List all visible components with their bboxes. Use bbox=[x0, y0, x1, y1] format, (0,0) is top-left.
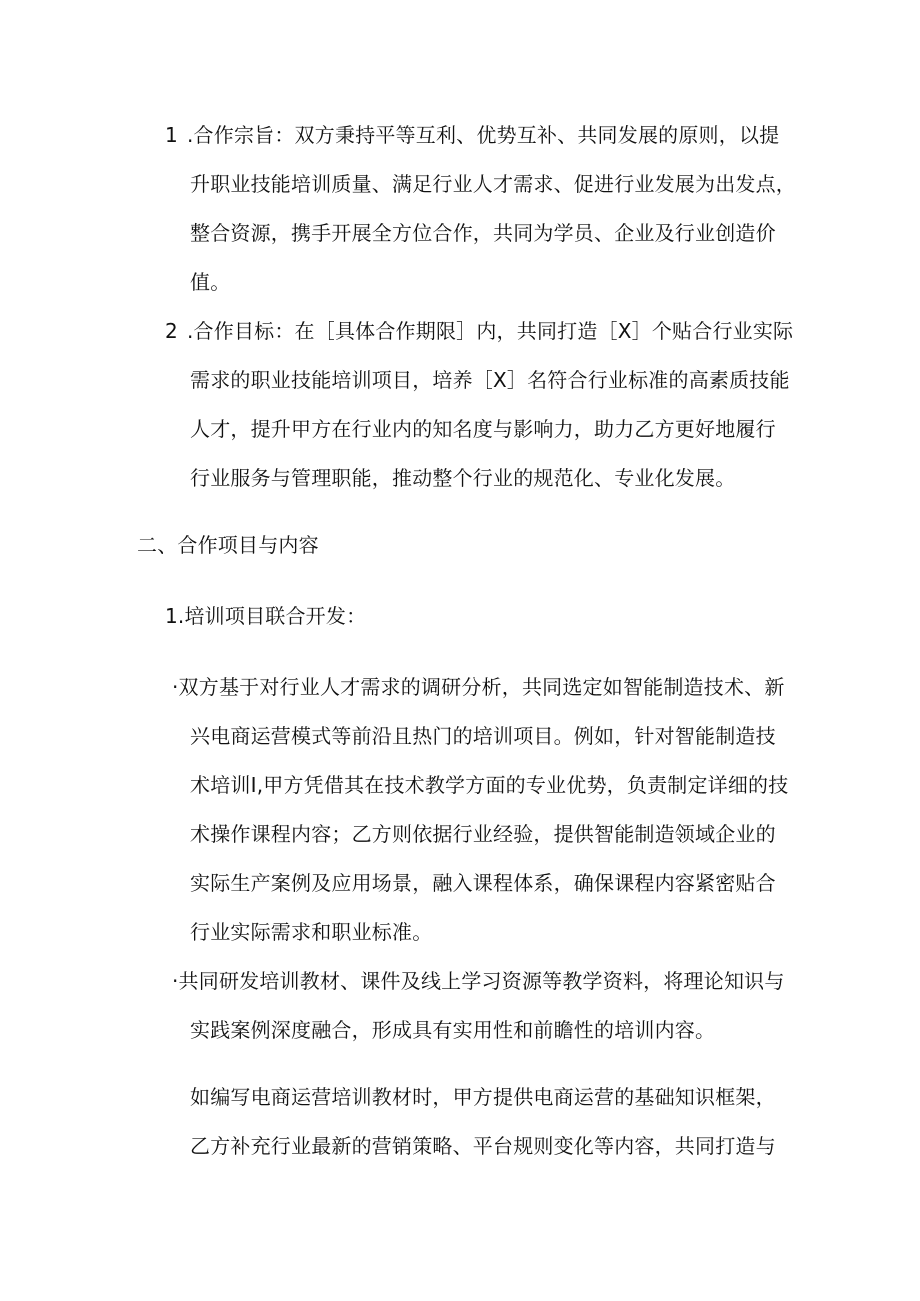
item-2-line-4: 行业服务与管理职能，推动整个行业的规范化、专业化发展。 bbox=[190, 466, 736, 490]
item-1-line-4: 值。 bbox=[190, 270, 231, 294]
bullet-1-line-5: 实际生产案例及应用场景，融入课程体系，确保课程内容紧密贴合 bbox=[190, 871, 776, 895]
bullet-1-line-4: 术操作课程内容；乙方则依据行业经验，提供智能制造领域企业的 bbox=[190, 822, 776, 846]
item-1-line-3: 整合资源，携手开展全方位合作，共同为学员、企业及行业创造价 bbox=[190, 221, 776, 245]
bullet-1-line-2: 兴电商运营模式等前沿且热门的培训项目。例如，针对智能制造技 bbox=[190, 724, 776, 748]
item-2-number: 2 bbox=[165, 319, 178, 343]
bullet-1-line-1: ·双方基于对行业人才需求的调研分析，共同选定如智能制造技术、新 bbox=[172, 675, 785, 699]
item-2-line-2: 需求的职业技能培训项目，培养［X］名符合行业标准的高素质技能 bbox=[190, 368, 790, 392]
subheading: 1.培训项目联合开发： bbox=[165, 604, 367, 628]
item-2-line-1: 2 .合作目标：在［具体合作期限］内，共同打造［X］个贴合行业实际 bbox=[165, 319, 794, 343]
item-1-line-1: 1 .合作宗旨：双方秉持平等互利、优势互补、共同发展的原则，以提 bbox=[165, 123, 780, 147]
bullet-2-line-1: ·共同研发培训教材、课件及线上学习资源等教学资料，将理论知识与 bbox=[172, 969, 785, 993]
item-2-line-3: 人才，提升甲方在行业内的知名度与影响力，助力乙方更好地履行 bbox=[190, 417, 776, 441]
bullet-1-line-3: 术培训I,甲方凭借其在技术教学方面的专业优势，负责制定详细的技 bbox=[190, 773, 789, 797]
paragraph-line-2: 乙方补充行业最新的营销策略、平台规则变化等内容，共同打造与 bbox=[190, 1134, 776, 1158]
bullet-1-line-6: 行业实际需求和职业标准。 bbox=[190, 920, 433, 944]
section-heading: 二、合作项目与内容 bbox=[137, 533, 319, 557]
bullet-2-line-2: 实践案例深度融合，形成具有实用性和前瞻性的培训内容。 bbox=[190, 1018, 716, 1042]
item-1-line-2: 升职业技能培训质量、满足行业人才需求、促进行业发展为出发点， bbox=[190, 172, 796, 196]
paragraph-line-1: 如编写电商运营培训教材时，甲方提供电商运营的基础知识框架， bbox=[190, 1085, 776, 1109]
item-1-number: 1 bbox=[165, 123, 178, 147]
